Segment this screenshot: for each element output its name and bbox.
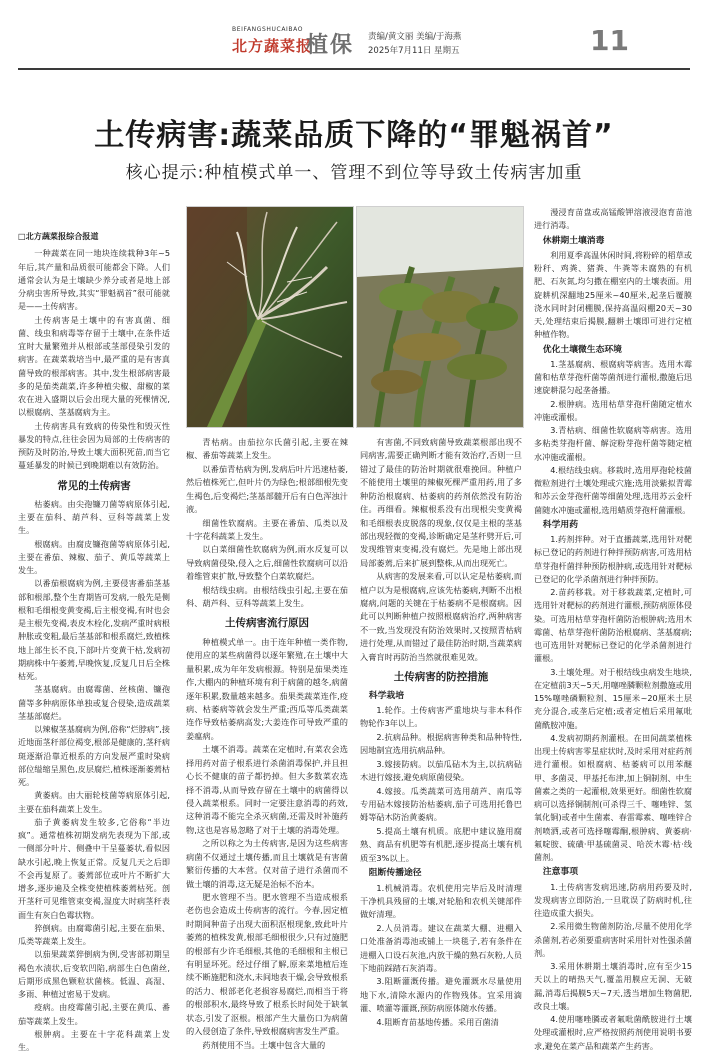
section-name: 植保 xyxy=(306,32,355,58)
column-1 xyxy=(18,230,170,1054)
paragraph: 肥水管理不当。肥水管理不当造成根系老伤也会造成土传病害的流行。今春,因定植时期间种苗子出现大面积沤根现象,致此叶片萎蔫的植株发黄,根部毛细根很少,只有过施肥的根部有少许毛细根,其他的毛细根和主根已有明显坏死。经过仔细了解,原来菜地植后连续不断施肥和浇水,未间地表干燥,会导致根系的活力、根部老化老损容易腐烂,而相当于将的根部积水,最终导致了根系长时间处于缺氧状态,引发了沤根。根部产生大量伤口为病菌的入侵创造了条件,导致根腐病害发生严重。 xyxy=(186,891,348,1037)
subheading-block-transmission: 阻断传播途径 xyxy=(368,868,422,879)
paragraph: 1.药剂拌种。对于直播蔬菜,选用针对靶标已登记的药剂进行种拌预防病害,可选用枯草芽孢杆菌拌种预防根肿病,或选用针对靶标已登记的化学杀菌剂进行种拌预防。 xyxy=(534,534,692,584)
paragraph: 以番茄根腐病为例,主要侵害番茄茎基部和根部,整个生育期皆可发病,一般先是侧根和毛细根变黄变褐,后主根变褐,有时也会是主根先变褐,表皮木栓化,发病严重时病根肿胀或变粗,最后茎基部和根系腐烂,致植株地上部生长不良,下部叶片变黄干枯,发病初期病株中午萎蔫,早晚恢复,反复几日后全株枯死。 xyxy=(18,578,170,681)
paragraph: 2.抗病品种。根据病害种类和品种特性,因地制宜选用抗病品种。 xyxy=(360,731,522,756)
paragraph: 5.提高土壤有机质。底肥中建议施用腐熟、商品有机肥等有机肥,逐步提高土壤有机质至3%以上。 xyxy=(360,825,522,863)
section-heading-common-diseases: 常见的土传病害 xyxy=(57,479,131,492)
paragraph: 种植模式单一。由于连年种植一类作物,使用应的某些病菌得以逐年繁殖,在土壤中大量积累,成为年年发病根源。特别是茄果类连作,大棚内的种植环境有利于病菌的越冬,病菌逐年积累,数量越来越多。茄果类蔬菜连作,疫病、枯萎病等就会发生严重;西瓜等瓜类蔬菜连作导致枯萎病高发;大姜连作可导致严重的姜瘟病。 xyxy=(186,636,348,741)
photo-wilted-plants xyxy=(356,206,524,428)
paragraph: 猝倒病。由腐霉菌引起,主要在茄果、瓜类等蔬菜上发生。 xyxy=(18,922,170,946)
byline: □北方蔬菜报综合报道 xyxy=(18,231,99,241)
paragraph: 4.使用噻唑膦或者氟吡菌酰胺进行土壤处理或灌根时,应严格按照药剂使用说明书要求,避免在菜产品和蔬菜产生药害。 xyxy=(534,1014,692,1051)
paragraph: 漫浸育苗盘或高锰酸钾溶液浸泡育苗池进行消毒。 xyxy=(534,207,692,231)
paragraph: 1.轮作。土传病害严重地块与非本科作物轮作3年以上。 xyxy=(360,705,522,729)
paragraph: 1.机械消毒。农机使用完毕后及时清理干净机具残留的土壤,对轮胎和农机关键部件做好清理。 xyxy=(360,882,522,920)
paragraph: 细菌性软腐病。主要在番茄、瓜类以及十字花科蔬菜上发生。 xyxy=(186,517,348,541)
paragraph: 2.采用微生物菌剂防治,尽量不使用化学杀菌剂,若必须要重病害时采用针对性强杀菌剂。 xyxy=(534,921,692,958)
paragraph: 青枯病。由茄拉尔氏菌引起,主要在辣椒、番茄等蔬菜上发生。 xyxy=(186,437,348,461)
issue-date: 2025年7月11日 星期五 xyxy=(368,46,460,56)
paragraph: 2.根肿病。选用枯草芽孢杆菌随定植水冲施或灌根。 xyxy=(534,398,692,422)
paragraph: 根肿病。主要在十字花科蔬菜上发生。 xyxy=(18,1028,170,1052)
paragraph: 一种蔬菜在同一地块连续栽种3年~5年后,其产量和品质很可能都会下降。人们通常会认为是土壤缺少养分或者是地上部分病虫害所导致,其实“罪魁祸首”很可能就是——土传病害。 xyxy=(18,248,170,312)
paragraph: 2.苗药移栽。对于移栽蔬菜,定植时,可选用针对靶标的药剂进行灌根,预防病原体侵染。可选用枯草芽孢杆菌防治根肿病;选用木霉菌、枯草芽孢杆菌防治根腐病、茎基腐病;也可选用针对靶标已登记的化学杀菌剂进行灌根。 xyxy=(534,587,692,664)
paragraph: 根结线虫病。由根结线虫引起,主要在茄科、葫芦科、豆科等蔬菜上发生。 xyxy=(186,584,348,609)
paragraph: 4.嫁接。瓜类蔬菜可选用葫芦、南瓜等专用砧木嫁接防治枯萎病,茄子可选用托鲁巴姆等砧木防治黄萎病。 xyxy=(360,785,522,823)
subheading-notes: 注意事项 xyxy=(542,867,578,878)
subheading-scientific-medication: 科学用药 xyxy=(542,519,578,530)
paragraph: 黄萎病。由大丽轮枝菌等病原体引起,主要在茄科蔬菜上发生。 xyxy=(18,790,170,814)
paragraph: 茎基腐病。由腐霉菌、丝核菌、镰孢菌等多种病原体单独或复合侵染,造成蔬菜茎基部腐烂。 xyxy=(18,684,170,721)
paragraph: 以白菜细菌性软腐病为例,雨水反复可以导致病菌侵染,侵入之后,细菌性软腐病可以沿着维管束扩散,导致整个白菜软腐烂。 xyxy=(186,544,348,582)
paragraph: 2.人员消毒。建议在蔬菜大棚、进棚入口处准备消毒池或铺上一块毯子,若有条件在进棚入口设石灰池,内放干燥的熟石灰粉,人员下地前踩踏石灰消毒。 xyxy=(360,922,522,974)
paragraph: 土传病害是土壤中的有害真菌、细菌、线虫和病毒等存留于土壤中,在条件适宜时大量繁殖并从根部或茎部侵染引发的病害。在蔬菜栽培当中,最严重的是有害真菌导致的根部病害。其中,发生根部病害最多的是茄类蔬菜,许多种植尖椒、甜椒的菜农在进入盛期以后会出现大量的死棵情况,以根腐病、茎基腐病为主。 xyxy=(18,314,170,418)
subheading-fallow-disinfection: 休耕期土壤消毒 xyxy=(542,235,605,246)
paragraph: 茄子黄萎病发生较多,它俗称“半边疯”。通常植株初期发病先表现为下部,或一侧部分叶片、侧叠中干呈蔓萎状,看似因缺水引起,晚上恢复正常。反复几天之后即不会再复原了。萎蔫部位或叶片不断扩大增多,逐步遍及全株变使植株萎蔫枯死。剖开茎秆可见维管束变褐,湿度大时病茎秆表面生有灰白色霉状物。 xyxy=(18,816,170,920)
paragraph: 1.茎基腐病、根腐病等病害。选用木霉菌和枯草芽孢杆菌等菌剂进行灌根,撒施后迅速旋耕混匀起垄备播。 xyxy=(534,358,692,396)
paragraph: 根腐病。由腐皮镰孢菌等病原体引起,主要在番茄、辣椒、茄子、黄瓜等蔬菜上发生。 xyxy=(18,538,170,575)
subtitle: 核心提示:种植模式单一、管理不到位等导致土传病害加重 xyxy=(125,163,583,183)
paragraph: 4.阻断育苗基地传播。采用百菌清 xyxy=(376,1016,499,1027)
paragraph: 3.土壤处理。对于根结线虫病发生地块,在定植前3天~5天,用噻唑膦颗粒剂撒施或用15%噻唑磷颗粒剂、15厘米~20厘米土层充分混合,或垄后定植;或者定植后采用氟吡菌酰胺冲施。 xyxy=(534,666,692,730)
headline: 土传病害:蔬菜品质下降的“罪魁祸首” xyxy=(94,118,614,153)
paragraph: 药剂使用不当。土壤中包含大量的 xyxy=(202,1039,326,1050)
paragraph: 3.阻断灌溉传播。避免灌溉水尽量使用地下水,清除水源内的作物残体。宜采用滴灌、喷灌等灌溉,预防病原体随水传播。 xyxy=(360,976,522,1014)
paragraph: 有害菌,不同致病菌导致蔬菜根部出现不同病害,需要正确判断才能有效治疗,否则一旦错过了最佳的防治时期就很难挽回。种植户不能使用土壤里的辣椒死棵严重用药,用了多种防治根腐病、枯萎病的药剂依然没有防治住。再细看。辣椒根系没有出现根尖变黄褐和毛细根表皮脱落的现象,仅仅是主根的茎基部出现轻微的变褐,诊断确定是茎秆劈开后,可发现维管束变褐,没有腐烂。先是地上部出现局部萎蔫,后来扩展到整株,从而出现死亡。 xyxy=(360,437,522,568)
paragraph: 从病害的发展来看,可以认定是枯萎病,而植户以为是根腐病,应该先枯萎病,判断不出根腐病,问题的关键在于枯萎病不是根腐病。因此可以判断种植户按照根腐病治疗,两种病害不一致,当发现没有防治效果时,又按照青枯病进行处理,从而错过了最佳防治时期,当蔬菜病入膏肓时再防治当然就很难见效。 xyxy=(360,571,522,662)
paragraph: 疫病。由疫霉菌引起,主要在黄瓜、番茄等蔬菜上发生。 xyxy=(18,1002,170,1026)
paragraph: 4.根结线虫病。移栽时,选用厚孢轮枝菌微粒剂进行土壤处理或穴施;选用淡紫拟青霉和苏云金芽孢杆菌等细菌处理,选用苏云金杆菌随水冲施或灌根,选用蜡质芽孢杆菌灌根。 xyxy=(534,464,692,515)
paper-pinyin: BEIFANGSHUCAIBAO xyxy=(232,26,304,33)
paragraph: 3.嫁接防病。以茄瓜砧木为主,以抗病砧木进行嫁接,避免病原菌侵染。 xyxy=(360,758,522,783)
subheading-soil-ecology: 优化土壤微生态环境 xyxy=(542,344,622,355)
section-heading-prevention: 土传病害的防控措施 xyxy=(393,671,489,684)
column-2 xyxy=(186,436,348,1052)
paragraph: 土传病害具有致病的传染性和毁灭性暴发的特点,往往会因为局部的土传病害的预防及时防治,导致土壤大面积死苗,而当它蔓延暴发的时候已到晚期难以有效防治。 xyxy=(18,420,170,471)
paragraph: 利用夏季高温休闲时间,将粉碎的稻草或粉秆、鸡粪、猪粪、牛粪等未腐熟的有机肥、石灰氮,均匀撒在棚室内的土壤表面。用旋耕机深翻地25厘米~40厘米,起垄后覆膜浇水同时封闭棚膜,保持高温闷棚20天~30天,处理结束后揭膜,翻耕土壤即可进行定植种植作物。 xyxy=(534,249,692,340)
paragraph: 3.青枯病、细菌性软腐病等病害。选用多粘类芽孢杆菌、解淀粉芽孢杆菌等随定植水冲施或灌根。 xyxy=(534,425,692,462)
paragraph: 以番茄青枯病为例,发病后叶片迅速枯萎,然后植株死亡,但叶片仍为绿色;根部细根先变生褐色,后变褐烂;茎基部髓开后有白色浑浊汁液。 xyxy=(186,463,348,515)
paragraph: 3.采用休耕期土壤消毒时,应有至少15天以上的晴热天气,覆盖用膜应无洞、无破漏,消毒后揭膜5天~7天,透当增加生物菌肥,改良土壤。 xyxy=(534,961,692,1011)
paragraph: 以辣椒茎基腐病为例,俗称“烂脖病”,接近地面茎秆部位褐变,根部是健康的,茎秆病斑逐渐沿靠近根系的方向发展严重时染病部位缢缩呈黑色,皮层腐烂,植株逐渐萎蔫枯死。 xyxy=(18,724,170,787)
section-heading-causes: 土传病害流行原因 xyxy=(225,617,309,630)
masthead xyxy=(0,0,708,68)
column-4 xyxy=(534,206,692,1053)
paragraph: 之所以称之为土传病害,是因为这些病害病菌不仅通过土壤传播,而且土壤就是有害菌繁衍传播的大本营。仅对苗子进行杀菌而不做土壤的消毒,这无疑是治标不治本。 xyxy=(186,838,348,889)
paragraph: 4.发病初期药剂灌根。在田间蔬菜植株出现土传病害零星症状时,及时采用对症药剂进行灌根。如根腐病、枯萎病可以用苯醚甲、多菌灵、甲基托布津,加上铜制剂、中生菌素之类的一起灌根,效果更好。细菌性软腐病可以选择铜制剂(可杀得三千、噻唑锌、氢氧化铜)或者中生菌素、春雷霉素、噻唑锌合剂喷洒,或者可选择噻霉酮,根肿病、黄萎病·氟啶胺、硫磺·甲基硫菌灵、哈茨木霉·枯·线菌剂。 xyxy=(534,732,692,862)
column-3 xyxy=(360,436,522,1029)
photo-diseased-roots xyxy=(186,206,354,428)
editors-line: 责编/黄文丽 美编/于海燕 xyxy=(368,32,462,42)
header-rule xyxy=(18,68,690,70)
paragraph: 以茄果蔬菜猝倒病为例,受害部初期呈褐色水渍状,后变软凹陷,病部生白色菌丝,后期形成黑色颗粒状菌核。低温、高湿、多雨、种植过密易于发病。 xyxy=(18,949,170,999)
subheading-scientific-cultivation: 科学栽培 xyxy=(368,690,404,701)
paragraph: 枯萎病。由尖孢镰刀菌等病原体引起,主要在茄科、葫芦科、豆科等蔬菜上发生。 xyxy=(18,498,170,536)
paragraph: 1.土传病害发病迅速,防病用药要及时,发现病害立即防治,一旦耽误了防病时机,往往造成重大损失。 xyxy=(534,881,692,918)
page-number: 11 xyxy=(590,24,629,57)
paragraph: 土壤不消毒。蔬菜在定植时,有菜农会选择用药对苗子根系进行杀菌消毒保护,并且担心长不健康的苗子都扔掉。但大多数菜农选择不消毒,从而导致存留在土壤中的病菌得以侵入蔬菜根系。同时一定要注意消毒的药效,这种消毒不能完全杀灭病菌,还需及时补施药物,这也是容易忽略了对于土壤的消毒处理。 xyxy=(186,744,348,835)
paper-name: 北方蔬菜报 xyxy=(232,37,313,55)
